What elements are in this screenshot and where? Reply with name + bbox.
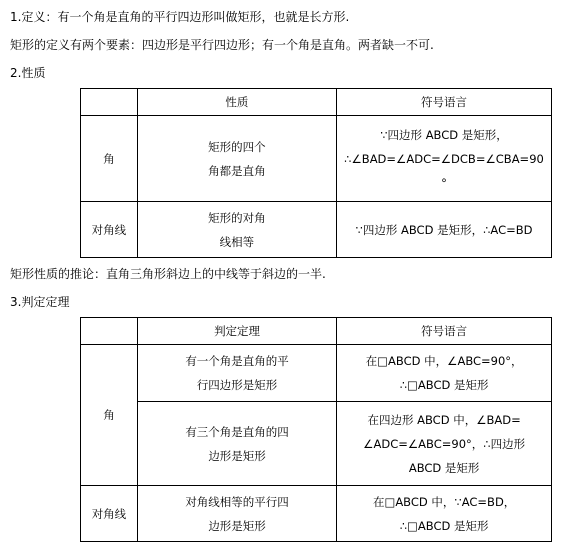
properties-table bbox=[80, 88, 552, 258]
header-empty bbox=[81, 318, 138, 345]
header-symbol: 符号语言 bbox=[337, 318, 552, 345]
property-cell bbox=[137, 116, 336, 202]
symbol-line: 在□ABCD 中，∠ABC=90°， bbox=[365, 354, 523, 368]
theorem-line: 行四边形是矩形 bbox=[196, 378, 278, 392]
header-symbol: 符号语言 bbox=[337, 89, 552, 116]
row-category: 对角线 bbox=[81, 486, 138, 542]
symbol-line: ABCD 是矩形 bbox=[408, 460, 480, 475]
symbol-cell bbox=[337, 116, 552, 202]
symbol-cell bbox=[337, 202, 552, 258]
table-row bbox=[81, 402, 552, 486]
symbol-line: ∴∠BAD=∠ADC=∠DCB=∠CBA=90 bbox=[344, 151, 544, 166]
table-row bbox=[81, 345, 552, 402]
section-3-heading: 3.判定定理 bbox=[10, 295, 70, 309]
symbol-line: 在□ABCD 中，∵AC=BD， bbox=[372, 494, 516, 509]
theorem-line: 边形是矩形 bbox=[208, 518, 266, 533]
property-line: 矩形的四个 bbox=[208, 139, 266, 154]
row-category: 对角线 bbox=[81, 202, 138, 258]
property-cell bbox=[137, 202, 336, 258]
header-property: 性质 bbox=[137, 89, 336, 116]
symbol-line: ∠ADC=∠ABC=90°，∴四边形 bbox=[363, 436, 526, 451]
symbol-line: ∵四边形 ABCD 是矩形， bbox=[380, 127, 508, 142]
symbol-line: ∵四边形 ABCD 是矩形，∴AC=BD bbox=[355, 222, 533, 237]
symbol-line: ° bbox=[441, 175, 447, 190]
header-theorem: 判定定理 bbox=[137, 318, 336, 345]
symbol-line: ∴□ABCD 是矩形 bbox=[399, 518, 489, 533]
table-row bbox=[81, 116, 552, 202]
theorem-line: 有一个角是直角的平 bbox=[185, 354, 289, 368]
table-row bbox=[81, 486, 552, 542]
header-empty bbox=[81, 89, 138, 116]
symbol-cell bbox=[337, 345, 552, 402]
definition-text: 1.定义：有一个角是直角的平行四边形叫做矩形，也就是长方形. bbox=[10, 10, 350, 24]
row-category: 角 bbox=[81, 345, 138, 486]
symbol-line: 在四边形 ABCD 中，∠BAD= bbox=[367, 412, 521, 427]
row-category: 角 bbox=[81, 116, 138, 202]
symbol-cell bbox=[337, 486, 552, 542]
property-line: 线相等 bbox=[219, 234, 255, 249]
corollary-text: 矩形性质的推论：直角三角形斜边上的中线等于斜边的一半. bbox=[10, 267, 326, 281]
table-header-row bbox=[81, 318, 552, 345]
definition-elements-text: 矩形的定义有两个要素：四边形是平行四边形；有一个角是直角。两者缺一不可. bbox=[10, 38, 434, 52]
theorem-cell bbox=[137, 402, 336, 486]
criteria-table bbox=[80, 317, 552, 542]
table-row bbox=[81, 202, 552, 258]
theorem-line: 有三个角是直角的四 bbox=[185, 424, 289, 439]
symbol-cell bbox=[337, 402, 552, 486]
theorem-line: 对角线相等的平行四 bbox=[185, 494, 289, 509]
table-header-row bbox=[81, 89, 552, 116]
property-line: 矩形的对角 bbox=[208, 210, 266, 225]
symbol-line: ∴□ABCD 是矩形 bbox=[399, 378, 489, 392]
theorem-cell bbox=[137, 486, 336, 542]
section-2-heading: 2.性质 bbox=[10, 66, 46, 80]
theorem-line: 边形是矩形 bbox=[208, 448, 266, 463]
property-line: 角都是直角 bbox=[208, 163, 266, 178]
theorem-cell bbox=[137, 345, 336, 402]
